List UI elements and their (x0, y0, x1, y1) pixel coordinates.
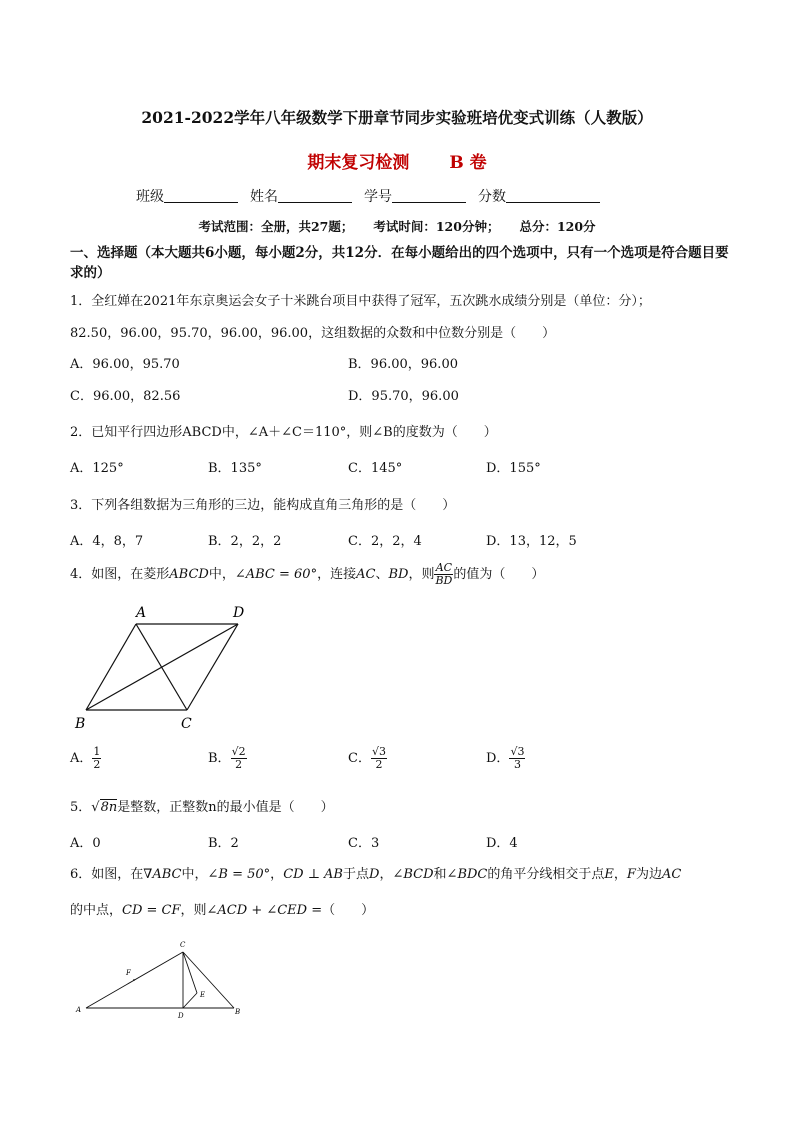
q4-option-c-num: √3 (371, 745, 386, 758)
q1-option-d[interactable]: D．95.70，96.00 (348, 389, 459, 404)
page-title: 2021-2022学年八年级数学下册章节同步实验班培优变式训练（人教版） (141, 108, 653, 127)
q4-stem (70, 562, 544, 588)
q6-text-h: ， (613, 867, 627, 882)
q5-option-c[interactable]: C．3 (348, 836, 380, 851)
q6-bisector-ce (183, 952, 197, 993)
q4-stem-sep: 、 (375, 567, 389, 582)
q4-stem-text-a: 4．如图，在菱形 (70, 567, 170, 582)
q6-text-e: ， (379, 867, 393, 882)
q6-point-e: E (604, 867, 614, 882)
q6-label-e: E (200, 991, 206, 999)
q5-stem (70, 796, 334, 815)
q4-option-b-letter: B． (208, 751, 231, 766)
exam-info (0, 217, 794, 235)
q4-angle-given: ∠ABC = 60° (234, 567, 318, 582)
q5-radicand: 8n (100, 800, 118, 815)
field-class-label: 班级 (136, 189, 164, 205)
field-name-blank[interactable] (278, 188, 352, 203)
q4-option-c-den: 2 (375, 758, 383, 771)
q6-triangle: ∇ABC (143, 867, 182, 882)
q6-text-l: （ ） (322, 903, 375, 918)
q6-angle-b: ∠B = 50° (207, 867, 271, 882)
q4-option-d[interactable] (486, 746, 525, 771)
field-score-label: 分数 (478, 189, 506, 205)
q6-line1 (70, 863, 681, 882)
q4-stem-text-c: ，连接 (317, 567, 357, 582)
q6-label-f: F (126, 969, 131, 977)
q4-edge-ba (86, 624, 136, 710)
q4-label-b: B (75, 716, 86, 732)
q6-equation: CD = CF (122, 903, 181, 918)
q3-option-d[interactable]: D．13，12，5 (486, 534, 577, 549)
q6-point-f: F (626, 867, 636, 882)
q4-ratio-numerator: AC (435, 561, 453, 574)
q4-option-b-fraction (231, 746, 247, 771)
q5-option-a[interactable]: A．0 (70, 836, 101, 851)
q4-diagonal-bd (86, 624, 238, 710)
q4-option-a-den: 2 (93, 758, 101, 771)
q6-text-f: 和 (433, 867, 447, 882)
q6-perpendicular: CD ⊥ AB (283, 867, 343, 882)
q4-label-a: A (136, 605, 147, 621)
q1-option-b[interactable]: B．96.00，96.00 (348, 357, 458, 372)
q6-text-d: 于点 (343, 867, 370, 882)
exam-total: 总分：120分 (519, 219, 596, 234)
q4-stem-text-e: 的值为（ ） (453, 567, 545, 582)
q4-stem-text-d: ，则 (408, 567, 435, 582)
q4-option-d-letter: D． (486, 751, 510, 766)
q4-stem-text-b: 中， (208, 567, 235, 582)
q5-sqrt-sign: √ (91, 800, 100, 815)
q6-text-i: 为边 (635, 867, 662, 882)
q6-label-b: B (235, 1008, 241, 1016)
field-number-blank[interactable] (392, 188, 466, 203)
q4-option-d-den: 3 (513, 758, 521, 771)
q6-angle-bdc: ∠BDC (446, 867, 488, 882)
q4-label-c: C (181, 716, 192, 732)
q2-stem: 2．已知平行四边形ABCD中，∠A＋∠C＝110°，则∠B的度数为（ ） (70, 425, 497, 440)
q6-triangle-figure (70, 935, 250, 1025)
q3-stem: 3．下列各组数据为三角形的三边，能构成直角三角形的是（ ） (70, 498, 456, 513)
q6-line2 (70, 899, 374, 918)
exam-scope: 考试范围：全册，共27题； (198, 219, 354, 234)
q4-segment-ac: AC (356, 567, 376, 582)
q4-ratio-denominator: BD (435, 574, 453, 587)
q4-rhombus-figure (70, 600, 260, 735)
q6-label-c: C (180, 941, 186, 949)
q6-point-d: D (369, 867, 380, 882)
q4-option-c-letter: C． (348, 751, 371, 766)
q4-option-a-letter: A． (70, 751, 93, 766)
q4-option-b-den: 2 (235, 758, 243, 771)
q1-option-c[interactable]: C．96.00，82.56 (70, 389, 181, 404)
q4-option-d-fraction (509, 746, 525, 771)
q1-line2: 82.50，96.00，95.70，96.00，96.00，这组数据的众数和中位数分别是（ ） (70, 326, 556, 341)
q4-option-a[interactable] (70, 746, 101, 771)
q4-segment-bd: BD (388, 567, 409, 582)
section-heading: 一、选择题（本大题共6小题，每小题2分，共12分．在每小题给出的四个选项中，只有一个选项是符合题目要求的） (70, 245, 729, 281)
q4-edge-dc (187, 624, 238, 710)
q4-rhombus-name: ABCD (169, 567, 209, 582)
subtitle-main: 期末复习检测 (307, 153, 410, 173)
q1-line1: 1．全红婵在2021年东京奥运会女子十米跳台项目中获得了冠军，五次跳水成绩分别是（单位：分）； (70, 294, 651, 309)
q6-text-j: 的中点， (70, 903, 123, 918)
q6-point-f-dot (133, 979, 135, 981)
q4-option-d-num: √3 (510, 745, 525, 758)
field-class-blank[interactable] (164, 188, 238, 203)
q4-option-a-num: 1 (93, 745, 101, 758)
q6-angle-bcd: ∠BCD (392, 867, 434, 882)
q5-option-b[interactable]: B．2 (208, 836, 239, 851)
q6-side-ac: AC (661, 867, 682, 882)
subtitle-volume: B 卷 (449, 153, 487, 173)
q5-stem-text: 是整数，正整数n的最小值是（ ） (117, 800, 334, 815)
exam-subtitle (0, 148, 794, 173)
q6-text-c: ， (270, 867, 284, 882)
q4-label-d: D (233, 605, 245, 621)
student-info-fields (136, 186, 612, 206)
field-name-label: 姓名 (250, 189, 278, 205)
q6-text-b: 中， (181, 867, 208, 882)
q5-option-d[interactable]: D．4 (486, 836, 518, 851)
q3-option-c[interactable]: C．2，2，4 (348, 534, 422, 549)
q6-bisector-de (183, 993, 197, 1008)
q3-option-a[interactable]: A．4，8，7 (70, 534, 144, 549)
q5-prefix: 5． (70, 800, 92, 815)
exam-time: 考试时间：120分钟； (373, 219, 500, 234)
q2-option-b[interactable]: B．135° (208, 461, 262, 476)
q6-label-d: D (178, 1012, 184, 1020)
q4-option-b[interactable] (208, 746, 247, 771)
q4-option-c[interactable] (348, 746, 387, 771)
q4-option-b-num: √2 (231, 745, 246, 758)
q6-text-g: 的角平分线相交于点 (487, 867, 605, 882)
q2-option-d[interactable]: D．155° (486, 461, 541, 476)
field-score-blank[interactable] (506, 188, 600, 203)
q6-text-k: ，则 (180, 903, 207, 918)
field-number-label: 学号 (364, 189, 392, 205)
q4-option-a-fraction (92, 746, 101, 771)
q2-option-c[interactable]: C．145° (348, 461, 403, 476)
q6-angle-sum: ∠ACD + ∠CED = (206, 903, 323, 918)
q4-ratio-fraction (434, 562, 453, 587)
q1-option-a[interactable]: A．96.00，95.70 (70, 357, 180, 372)
q2-option-a[interactable]: A．125° (70, 461, 124, 476)
q6-text-a: 6．如图，在 (70, 867, 144, 882)
q6-label-a: A (76, 1006, 82, 1014)
q3-option-b[interactable]: B．2，2，2 (208, 534, 282, 549)
q4-option-c-fraction (371, 746, 387, 771)
